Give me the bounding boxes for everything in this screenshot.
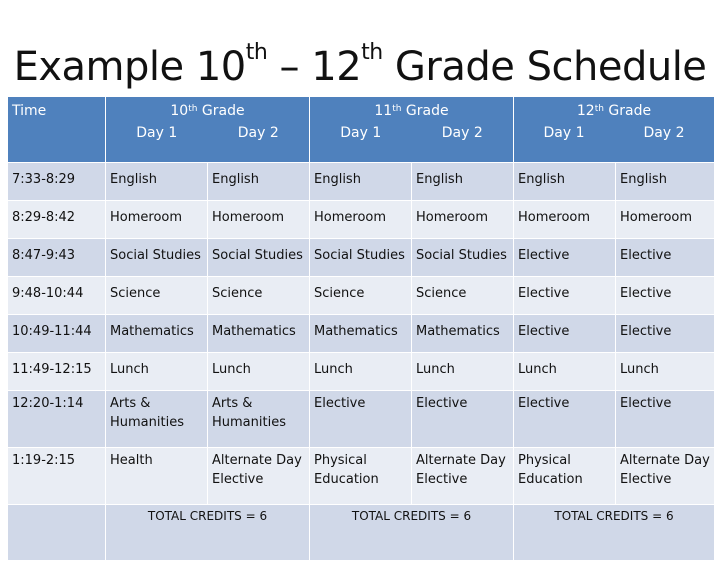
class-cell: English (106, 163, 208, 201)
class-cell: Science (412, 277, 514, 315)
day1-label: Day 1 (340, 125, 382, 141)
class-cell: Mathematics (208, 315, 310, 353)
class-cell: Arts & Humanities (208, 391, 310, 448)
class-cell: English (412, 163, 514, 201)
time-cell: 8:47-9:43 (8, 239, 106, 277)
day2-label: Day 2 (643, 125, 685, 141)
class-cell: English (208, 163, 310, 201)
time-cell: 10:49-11:44 (8, 315, 106, 353)
class-cell: Elective (514, 277, 616, 315)
table-row (8, 391, 715, 448)
empty-cell (8, 505, 106, 561)
total-credits: TOTAL CREDITS = 6 (514, 505, 715, 561)
class-cell: Elective (514, 315, 616, 353)
total-credits: TOTAL CREDITS = 6 (310, 505, 514, 561)
class-cell: Alternate Day Elective (412, 448, 514, 505)
time-cell: 8:29-8:42 (8, 201, 106, 239)
grade-10-header (106, 97, 310, 163)
time-cell: 1:19-2:15 (8, 448, 106, 505)
header-row (8, 97, 715, 163)
class-cell: English (616, 163, 715, 201)
title-text: – 12 (267, 44, 362, 90)
class-cell: Mathematics (412, 315, 514, 353)
time-cell: 12:20-1:14 (8, 391, 106, 448)
title-superscript: th (245, 40, 268, 65)
title-text: Example 10 (13, 44, 246, 90)
class-cell: Physical Education (514, 448, 616, 505)
page-title (0, 40, 720, 90)
class-cell: Social Studies (106, 239, 208, 277)
day2-label: Day 2 (237, 125, 279, 141)
time-cell: 9:48-10:44 (8, 277, 106, 315)
day1-label: Day 1 (543, 125, 585, 141)
table-row (8, 315, 715, 353)
class-cell: Mathematics (106, 315, 208, 353)
class-cell: Elective (616, 239, 715, 277)
class-cell: Lunch (310, 353, 412, 391)
table-row (8, 277, 715, 315)
time-header: Time (8, 97, 106, 163)
class-cell: Elective (514, 391, 616, 448)
title-superscript: th (361, 40, 383, 65)
class-cell: Social Studies (208, 239, 310, 277)
class-cell: English (514, 163, 616, 201)
table-row (8, 201, 715, 239)
totals-row (8, 505, 715, 561)
grade-12-header (514, 97, 715, 163)
grade-label: 10th Grade (170, 103, 245, 119)
class-cell: Lunch (208, 353, 310, 391)
table-row (8, 353, 715, 391)
class-cell: Elective (616, 315, 715, 353)
class-cell: Social Studies (412, 239, 514, 277)
class-cell: English (310, 163, 412, 201)
grade-label: 12th Grade (576, 103, 652, 119)
class-cell: Alternate Day Elective (616, 448, 715, 505)
title-text: Grade Schedule (382, 44, 707, 90)
grade-label: 11th Grade (374, 103, 449, 119)
class-cell: Homeroom (616, 201, 715, 239)
class-cell: Lunch (412, 353, 514, 391)
schedule-table (7, 96, 715, 561)
class-cell: Elective (310, 391, 412, 448)
total-credits: TOTAL CREDITS = 6 (106, 505, 310, 561)
class-cell: Elective (412, 391, 514, 448)
class-cell: Physical Education (310, 448, 412, 505)
class-cell: Elective (514, 239, 616, 277)
class-cell: Homeroom (106, 201, 208, 239)
class-cell: Homeroom (310, 201, 412, 239)
table-row (8, 239, 715, 277)
class-cell: Homeroom (514, 201, 616, 239)
table-row (8, 448, 715, 505)
class-cell: Elective (616, 391, 715, 448)
day2-label: Day 2 (441, 125, 483, 141)
class-cell: Elective (616, 277, 715, 315)
class-cell: Homeroom (208, 201, 310, 239)
time-cell: 7:33-8:29 (8, 163, 106, 201)
class-cell: Arts & Humanities (106, 391, 208, 448)
time-cell: 11:49-12:15 (8, 353, 106, 391)
class-cell: Health (106, 448, 208, 505)
class-cell: Alternate Day Elective (208, 448, 310, 505)
class-cell: Lunch (514, 353, 616, 391)
grade-11-header (310, 97, 514, 163)
class-cell: Science (106, 277, 208, 315)
class-cell: Social Studies (310, 239, 412, 277)
class-cell: Science (310, 277, 412, 315)
class-cell: Homeroom (412, 201, 514, 239)
table-row (8, 163, 715, 201)
class-cell: Mathematics (310, 315, 412, 353)
class-cell: Science (208, 277, 310, 315)
day1-label: Day 1 (136, 125, 178, 141)
class-cell: Lunch (106, 353, 208, 391)
class-cell: Lunch (616, 353, 715, 391)
